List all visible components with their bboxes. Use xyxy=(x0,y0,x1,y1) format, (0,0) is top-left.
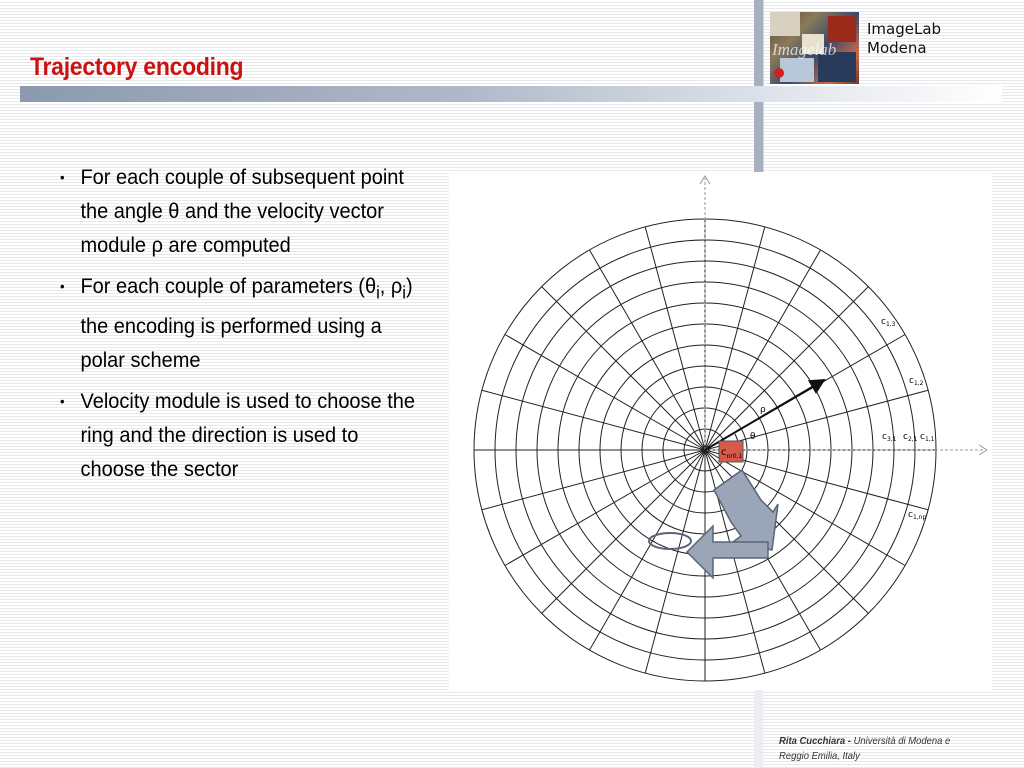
grid-sector-line xyxy=(705,287,868,450)
slide-footer xyxy=(779,734,968,764)
footer-affiliation: Università di Modena e Reggio Emilia, Italy xyxy=(779,735,951,762)
bullet-dot-icon: • xyxy=(60,169,65,185)
org-name-line2: Modena xyxy=(867,39,927,57)
bullet-dot-icon: • xyxy=(60,278,65,294)
highlight-cell-label: $c_{nr0,1}$ xyxy=(721,447,743,460)
grid-sector-line xyxy=(645,227,705,450)
org-name xyxy=(867,20,941,58)
cell-label-c21: $c_{2,1}$ xyxy=(903,432,918,443)
footer-author: Rita Cucchiara - xyxy=(779,735,854,747)
cell-label-c31: $c_{3,1}$ xyxy=(882,432,897,443)
bullet-item: • For each couple of parameters ($\theta_i$, $\rho_i$) the encoding is performed using a polar scheme xyxy=(60,269,418,377)
polar-encoding-diagram xyxy=(449,172,992,690)
target-ellipse xyxy=(649,533,691,549)
grid-sector-line xyxy=(542,450,705,613)
grid-sector-line xyxy=(705,227,765,450)
grid-sector-line xyxy=(542,287,705,450)
title-underline-bar xyxy=(20,86,1002,102)
logo-watermark-text: Imagelab xyxy=(772,40,837,59)
grid-sector-line xyxy=(482,450,705,510)
grid-sector-line xyxy=(705,450,868,613)
cell-label-c1np: $c_{1,np}$ xyxy=(908,510,927,521)
grid-sector-line xyxy=(590,450,706,650)
grid-sector-line xyxy=(705,250,821,450)
grid-sector-line xyxy=(505,335,705,451)
bullet-item: • Velocity module is used to choose the ring and the direction is used to choose the sector xyxy=(60,384,418,486)
polar-grid-svg xyxy=(449,172,992,690)
grid-sector-line xyxy=(482,390,705,450)
bullet-list xyxy=(60,160,445,493)
cell-label-c12: $c_{1,2}$ xyxy=(909,376,924,387)
org-name-line1: ImageLab xyxy=(867,20,942,38)
bullet-dot-icon: • xyxy=(60,393,65,410)
grid-sector-line xyxy=(590,250,706,450)
rho-label: ρ xyxy=(760,405,766,415)
cell-label-c13: $c_{1,3}$ xyxy=(881,317,896,328)
divider-vertical-bottom xyxy=(754,690,763,768)
theta-label: θ xyxy=(750,432,756,442)
imagelab-logo xyxy=(770,12,859,84)
cell-label-c11: $c_{1,1}$ xyxy=(920,432,935,443)
slide-title: Trajectory encoding xyxy=(30,53,244,81)
bullet-item: • For each couple of subsequent point the angle θ and the velocity vector module ρ are computed xyxy=(60,160,418,262)
